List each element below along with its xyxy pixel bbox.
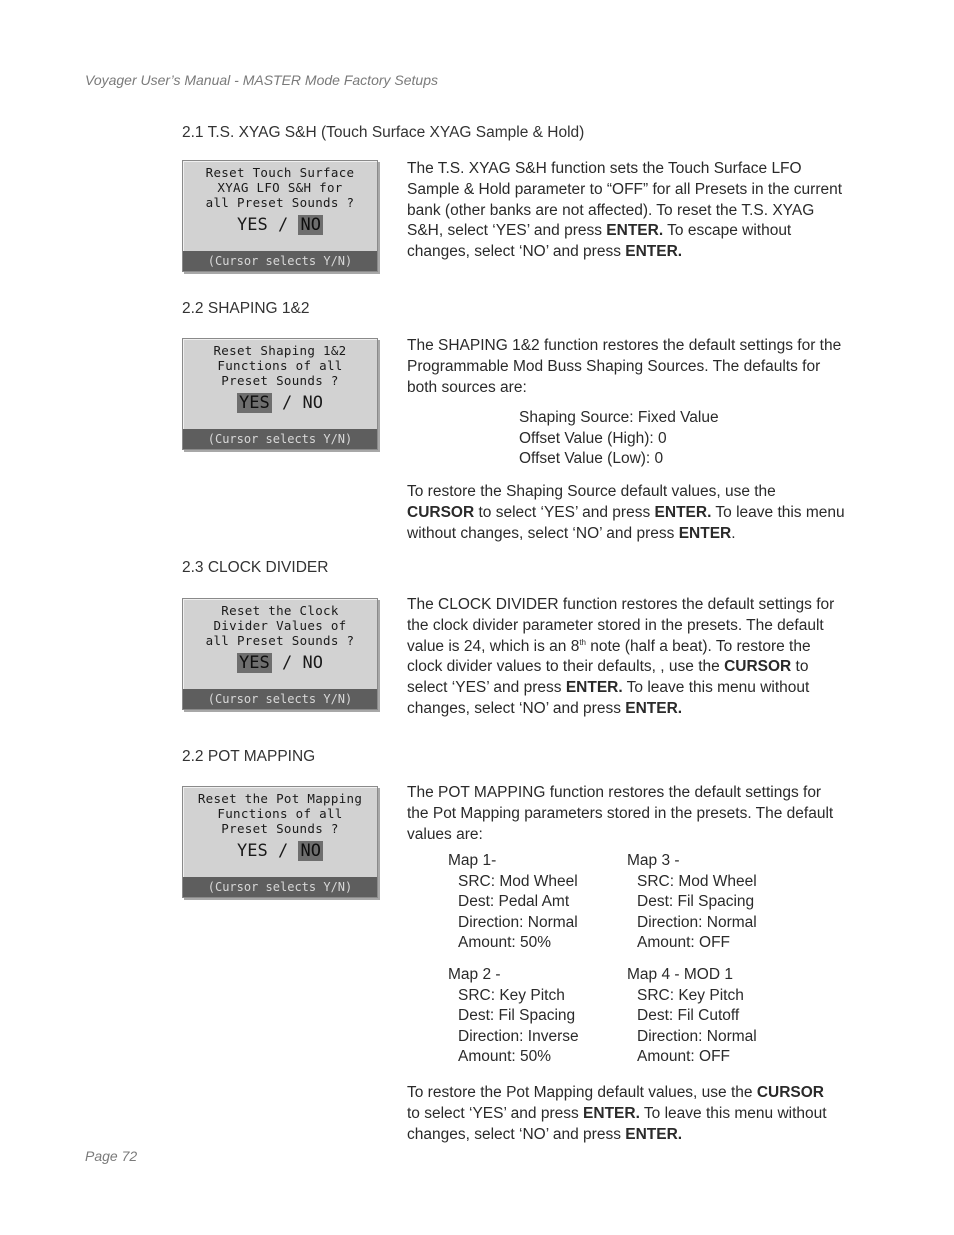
map-direction: Direction: Normal — [637, 913, 757, 931]
enter-key-label: ENTER. — [625, 1125, 683, 1143]
map-amount: Amount: OFF — [637, 934, 731, 952]
map-title: Map 3 - — [627, 852, 680, 869]
lcd-line: Functions of all — [217, 358, 343, 373]
enter-key-label: ENTER. — [565, 679, 623, 697]
text: to select ‘YES’ and press — [474, 503, 655, 521]
superscript: th — [579, 637, 586, 647]
lcd-screen-clock-divider — [182, 598, 378, 710]
clock-divider-description — [407, 595, 837, 720]
enter-key-label: ENTER. — [625, 699, 683, 717]
lcd-no-selected: NO — [300, 841, 321, 861]
lcd-sep: / — [281, 393, 293, 413]
lcd-line: Reset the Clock — [221, 603, 339, 618]
lcd-yes-no — [183, 392, 377, 414]
map-direction: Direction: Normal — [637, 1027, 757, 1045]
map-4-defaults — [627, 965, 757, 1068]
text: The T.S. XYAG S&H function sets the Touch Surface LFO Sample & Hold parameter to “OFF” for all Presets in the current bank (other banks are not affected). To reset the T.S. XYAG S&H, select ‘YES’ and press — [407, 160, 843, 240]
text: To escape without changes, select ‘NO’ and press — [407, 222, 792, 261]
lcd-status-bar: (Cursor selects Y/N) — [183, 429, 377, 449]
lcd-line: Reset the Pot Mapping — [197, 791, 363, 806]
map-direction: Direction: Inverse — [458, 1027, 579, 1045]
map-amount: Amount: 50% — [458, 1048, 552, 1066]
map-direction: Direction: Normal — [458, 913, 578, 931]
map-src: SRC: Mod Wheel — [637, 872, 757, 890]
shaping-instructions — [407, 482, 847, 544]
text: To leave this menu without changes, select ‘NO’ and press — [407, 1104, 827, 1143]
lcd-yes-selected: YES — [239, 653, 270, 673]
lcd-yes-selected: YES — [239, 393, 270, 413]
lcd-sep: / — [277, 215, 289, 235]
lcd-yes-no — [183, 652, 377, 674]
map-1-defaults — [448, 851, 578, 954]
cursor-key-label: CURSOR — [724, 658, 792, 676]
lcd-line: Divider Values of — [213, 618, 347, 633]
lcd-line: Reset Touch Surface — [205, 165, 355, 180]
lcd-status-bar: (Cursor selects Y/N) — [183, 877, 377, 897]
text: to select ‘YES’ and press — [407, 658, 809, 697]
lcd-screen-shaping — [182, 338, 378, 450]
map-amount: Amount: OFF — [637, 1048, 731, 1066]
enter-key-label: ENTER. — [606, 222, 664, 240]
map-src: SRC: Mod Wheel — [458, 872, 578, 890]
lcd-yes: YES — [237, 841, 268, 861]
text: The CLOCK DIVIDER function restores the default settings for the clock divider parameter stored in the presets. The default value is 24, which is an 8 — [407, 596, 835, 655]
text: To restore the Pot Mapping default values, use the — [407, 1084, 757, 1101]
section-title-clock-divider: 2.3 CLOCK DIVIDER — [182, 559, 329, 576]
map-title: Map 1- — [448, 852, 497, 869]
map-dest: Dest: Fil Spacing — [458, 1007, 576, 1025]
lcd-no-selected: NO — [300, 215, 321, 235]
text: To leave this menu without changes, select ‘NO’ and press — [407, 679, 810, 717]
lcd-screen-pot-mapping — [182, 786, 378, 898]
shaping-description: The SHAPING 1&2 function restores the default settings for the Programmable Mod Buss Shaping Sources. The defaults for both sources are: — [407, 337, 842, 396]
lcd-yes-no — [183, 214, 377, 236]
lcd-status-bar: (Cursor selects Y/N) — [183, 251, 377, 271]
map-3-defaults — [627, 851, 757, 954]
shaping-defaults — [519, 408, 719, 470]
map-amount: Amount: 50% — [458, 934, 552, 952]
default-item: Offset Value (Low): 0 — [519, 450, 664, 468]
map-dest: Dest: Pedal Amt — [458, 893, 570, 911]
section-title-ts-xyag: 2.1 T.S. XYAG S&H (Touch Surface XYAG Sample & Hold) — [182, 124, 585, 141]
enter-key-label: ENTER. — [583, 1104, 640, 1122]
ts-xyag-description — [407, 159, 847, 263]
lcd-yes: YES — [237, 215, 268, 235]
lcd-line: all Preset Sounds ? — [205, 195, 355, 210]
lcd-line: XYAG LFO S&H for — [217, 180, 343, 195]
page-header: Voyager User’s Manual - MASTER Mode Factory Setups — [85, 72, 438, 88]
lcd-status-bar: (Cursor selects Y/N) — [183, 689, 377, 709]
cursor-key-label: CURSOR — [407, 503, 475, 521]
lcd-line: all Preset Sounds ? — [205, 633, 355, 648]
lcd-sep: / — [277, 841, 289, 861]
lcd-line: Functions of all — [217, 806, 343, 821]
cursor-key-label: CURSOR — [756, 1084, 824, 1101]
lcd-line: Preset Sounds ? — [221, 821, 339, 836]
map-dest: Dest: Fil Spacing — [637, 893, 755, 911]
section-title-shaping: 2.2 SHAPING 1&2 — [182, 300, 310, 317]
default-item: Shaping Source: Fixed Value — [519, 409, 719, 426]
text: to select ‘YES’ and press — [407, 1104, 584, 1122]
lcd-sep: / — [281, 653, 293, 673]
lcd-line: Preset Sounds ? — [221, 373, 339, 388]
map-title: Map 2 - — [448, 966, 501, 983]
map-2-defaults — [448, 965, 579, 1068]
lcd-no: NO — [302, 653, 323, 673]
text: note (half a beat). To restore the clock divider values to their defaults, , use the — [407, 637, 811, 676]
section-title-pot-mapping: 2.2 POT MAPPING — [182, 748, 316, 765]
lcd-line: Reset Shaping 1&2 — [213, 343, 347, 358]
enter-key-label: ENTER — [678, 524, 732, 542]
map-src: SRC: Key Pitch — [637, 986, 744, 1004]
lcd-screen-ts-xyag — [182, 160, 378, 272]
map-title: Map 4 - MOD 1 — [627, 966, 733, 983]
default-item: Offset Value (High): 0 — [519, 429, 667, 447]
text: To restore the Shaping Source default values, use the — [407, 483, 776, 500]
lcd-yes-no — [183, 840, 377, 862]
map-dest: Dest: Fil Cutoff — [637, 1007, 740, 1025]
text: . — [731, 524, 736, 542]
lcd-no: NO — [302, 393, 323, 413]
enter-key-label: ENTER. — [654, 503, 712, 521]
pot-mapping-description: The POT MAPPING function restores the default settings for the Pot Mapping parameters stored in the presets. The default values are: — [407, 784, 834, 843]
enter-key-label: ENTER. — [625, 243, 683, 261]
pot-mapping-instructions — [407, 1083, 837, 1145]
text: To leave this menu without changes, select ‘NO’ and press — [407, 503, 845, 542]
map-src: SRC: Key Pitch — [458, 986, 565, 1004]
page-number: Page 72 — [85, 1148, 138, 1164]
